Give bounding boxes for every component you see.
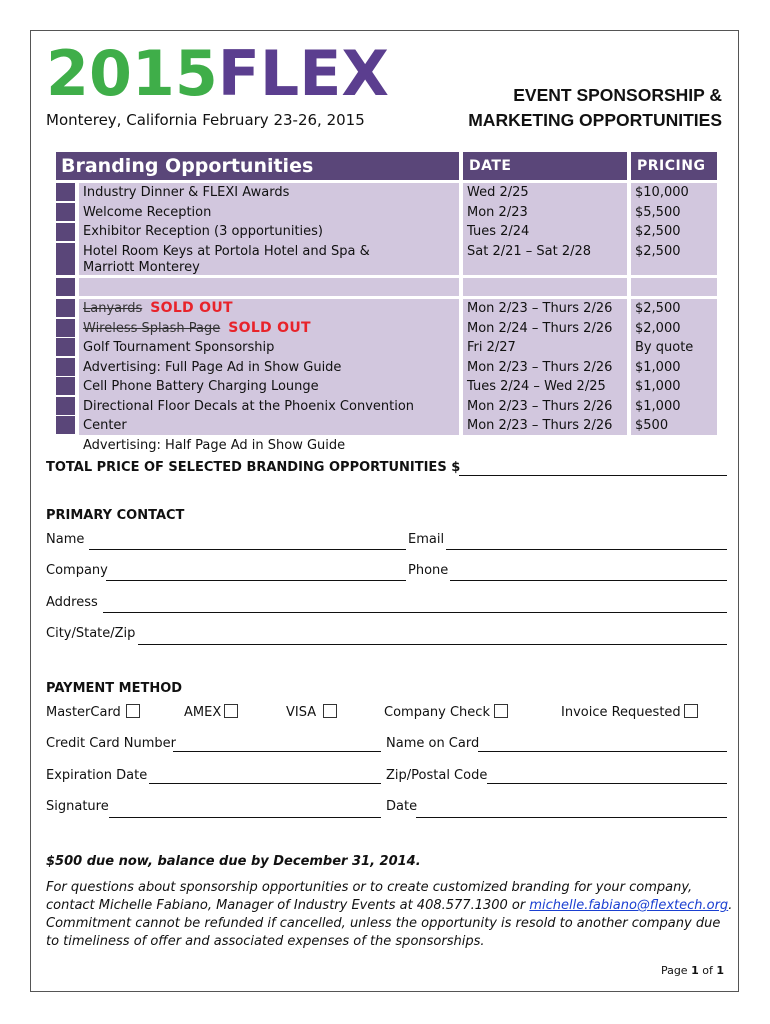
company-field[interactable] [106,580,406,581]
group1-dates [463,183,627,275]
row-price: $2,000 [635,320,681,336]
invoice-checkbox[interactable] [684,704,698,718]
row-price: $1,000 [635,359,681,375]
table-row: Industry Dinner & FLEXI Awards [83,185,290,200]
due-note: $500 due now, balance due by December 31, 2014. [46,854,421,869]
row-date: Mon 2/23 – Thurs 2/26 [467,398,613,414]
select-square[interactable] [56,319,75,337]
table-row: Exhibitor Reception (3 opportunities) [83,224,323,239]
expiration-field[interactable] [149,783,381,784]
page-number [661,964,724,977]
address-label: Address [46,595,98,610]
row-price: $2,500 [635,301,681,316]
lanyards-item: Lanyards [83,301,143,316]
table-row: Directional Floor Decals at the Phoenix Convention Center [83,398,415,433]
row-date: Wed 2/25 [467,185,529,200]
city-label: City/State/Zip [46,626,136,641]
company-check-label: Company Check [384,705,490,720]
visa-checkbox[interactable] [323,704,337,718]
row-price: $10,000 [635,185,689,200]
flex-logo [46,43,391,101]
table-row: Advertising: Full Page Ad in Show Guide [83,359,342,375]
title-line-1: EVENT SPONSORSHIP & [513,85,722,105]
group2-names [79,299,459,453]
pricing-header: PRICING [631,152,717,180]
cc-number-label: Credit Card Number [46,736,176,751]
sold-out-label: SOLD OUT [228,319,311,336]
date-field[interactable] [416,817,727,818]
form-page [30,30,739,992]
name-on-card-field[interactable] [478,751,727,752]
mastercard-checkbox[interactable] [126,704,140,718]
group2-prices [631,299,717,435]
branding-header: Branding Opportunities [56,152,459,180]
row-date: Sat 2/21 – Sat 2/28 [467,243,592,259]
row-price: $2,500 [635,224,681,239]
row-price: $5,500 [635,204,681,220]
select-square[interactable] [56,203,75,221]
row-date: Mon 2/23 [467,204,528,220]
select-square[interactable] [56,416,75,434]
phone-field[interactable] [450,580,727,581]
select-square[interactable] [56,377,75,395]
page-word: Page [660,964,688,977]
spacer-square [56,278,75,296]
amex-label: AMEX [184,705,222,720]
email-field[interactable] [446,549,727,550]
mastercard-label: MasterCard [46,705,121,720]
page-current: 1 [691,964,699,977]
cc-number-field[interactable] [173,751,381,752]
spacer-cell [79,278,459,296]
date-header: DATE [463,152,627,180]
group1-names [79,183,459,275]
phone-label: Phone [408,563,449,578]
email-label: Email [408,532,445,547]
expiration-label: Expiration Date [46,768,148,783]
zip-label: Zip/Postal Code [386,768,488,783]
select-square[interactable] [56,183,75,201]
row-date: Mon 2/23 – Thurs 2/26 [467,418,613,433]
note-text-b: . Commitment cannot be refunded if cancelled, unless the opportunity is resold to another company due to timeliness of offer and associated expenses of the sponsorships. [46,898,733,949]
signature-label: Signature [46,799,109,814]
row-price: $1,000 [635,379,681,394]
row-price: By quote [635,340,694,355]
title-line-2: MARKETING OPPORTUNITIES [468,110,722,130]
row-date: Mon 2/23 – Thurs 2/26 [467,301,613,316]
sold-out-label: SOLD OUT [150,300,233,316]
table-row [83,299,459,319]
row-date: Fri 2/27 [467,340,516,355]
table-row: Golf Tournament Sponsorship [83,340,275,355]
total-label: TOTAL PRICE OF SELECTED BRANDING OPPORTUNITIES $ [46,460,461,475]
splash-page-item: Wireless Splash Page [83,320,221,336]
questions-note [46,879,736,951]
logo-text: 2015FLEX [46,43,390,101]
table-row: Advertising: Half Page Ad in Show Guide [83,437,346,453]
table-row: Marriott Monterey [83,259,200,275]
row-date: Mon 2/24 – Thurs 2/26 [467,320,613,336]
total-field[interactable] [459,475,727,476]
select-square[interactable] [56,358,75,376]
spacer-cell [463,278,627,296]
date-label: Date [386,799,418,814]
city-field[interactable] [138,644,727,645]
name-label: Name [46,532,85,547]
invoice-label: Invoice Requested [561,705,681,720]
table-row: Hotel Room Keys at Portola Hotel and Spa & [83,243,370,259]
primary-contact-heading: PRIMARY CONTACT [46,508,185,523]
company-check-checkbox[interactable] [494,704,508,718]
signature-field[interactable] [109,817,381,818]
table-row: Cell Phone Battery Charging Lounge [83,379,319,394]
row-date: Tues 2/24 – Wed 2/25 [467,379,606,394]
table-row: Welcome Reception [83,204,212,220]
select-square[interactable] [56,223,75,241]
select-square[interactable] [56,243,75,275]
row-price: $1,000 [635,398,681,414]
select-square[interactable] [56,397,75,415]
address-field[interactable] [103,612,727,613]
table-row [83,319,459,339]
row-price: $2,500 [635,243,681,259]
select-square[interactable] [56,338,75,356]
group1-prices [631,183,717,275]
row-date: Mon 2/23 – Thurs 2/26 [467,359,613,375]
amex-checkbox[interactable] [224,704,238,718]
page-total: 1 [716,964,724,977]
visa-label: VISA [286,705,317,720]
location-dates: Monterey, California February 23-26, 2015 [46,111,365,129]
company-label: Company [46,563,108,578]
spacer-cell [631,278,717,296]
payment-method-heading: PAYMENT METHOD [46,681,183,696]
page-title [468,83,722,133]
of-word: of [702,964,713,977]
name-on-card-label: Name on Card [386,736,480,751]
select-square[interactable] [56,299,75,317]
row-date: Tues 2/24 [467,224,530,239]
email-link[interactable]: michelle.fabiano@flextech.org [529,898,729,913]
note-text-a: For questions about sponsorship opportunities or to create customized branding for your company, contact Michelle Fabiano, Manager of Industry Events at 408.577.1300 or [46,880,693,913]
zip-field[interactable] [487,783,727,784]
group2-dates [463,299,627,435]
name-field[interactable] [89,549,406,550]
row-price: $500 [635,418,669,433]
